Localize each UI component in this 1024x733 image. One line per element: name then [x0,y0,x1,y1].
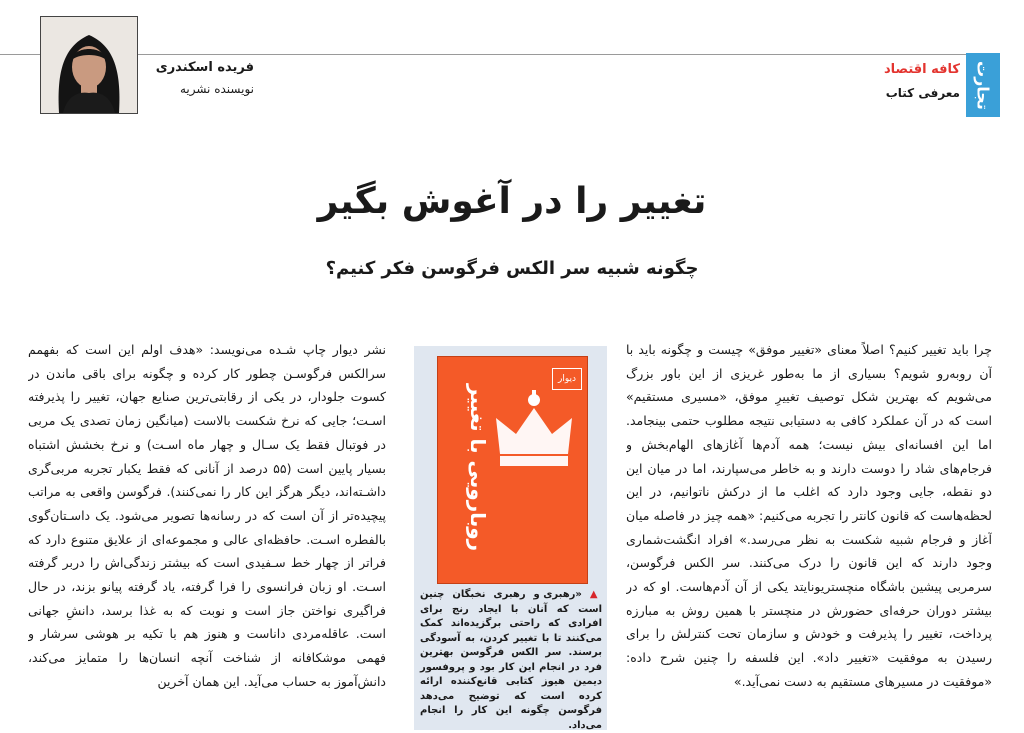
article-title: تغییر را در آغوش بگیر [317,181,707,222]
article-column-left [28,338,386,730]
subsection-label: معرفی کتاب [885,86,960,100]
article-paragraph: نشر دیوار چاپ شـده می‌نویسد: «هدف اولم این است که بفهمم سرالکس فرگوسـن چطور کار کرده و چگونه برای باقی ماندن در کسوت جلودار، در یکی از رقابتی‌ترین صنایع جهان، تغییر را پذیرفته اسـت؛ جایی که نرخ شکست بالاست (میانگین زمان تصدی یک مربی در فوتبال فقط یک سـال و چهار ماه اسـت) و نرخ بخشش اشتباه بسیار پایین است (۵۵ درصد از آنانی که فقط یکبار تجربه مربی‌گری داشـته‌اند، دیگر هرگز این کار را نمی‌کنند). فرگوسن واقعی به مراتب پیچیده‌تر از آن است که در رسانه‌ها تصویر می‌شود. یک داسـتان‌گوی بالفطره اسـت. حافظه‌ای عالی و مجموعه‌ای از علایق متنوع دارد که فراتر از چهار خط سـفیدی است که بیشتر زندگی‌اش را دربر گرفته اسـت. او زبان فرانسوی را فرا گرفته، یاد گرفته پیانو بزند، در حال فراگیری نواختن جاز است و نوبت که به غذا برسد، دانشِ جهانی است. عاقله‌مردی داناست و هنوز هم با تکیه بر هوشی سرشار و فهمی موشکافانه از شناخت آنچه انسان‌ها را متمایز می‌کند، دانش‌آموز به حساب می‌آید. این همان آخرین [28,342,386,689]
author-name: فریده اسکندری [155,60,254,75]
book-title: روبارویی با تغییر [466,384,490,552]
section-label: کافه اقتصاد [883,62,960,77]
author-photo [40,16,138,114]
magazine-logo [966,53,1000,117]
figure-caption [420,588,602,733]
article-subtitle: چگونه شبیه سر الکس فرگوسن فکر کنیم؟ [325,258,699,279]
article-column-right [626,338,992,730]
header-rule [0,54,966,55]
author-portrait-icon [41,17,137,113]
caption-marker-icon: ▲ [589,589,603,600]
article-paragraph: چرا باید تغییر کنیم؟ اصلاً معنای «تغییر موفق» چیست و چگونه باید با آن روبه‌رو شویم؟ بسیاری از ما به‌طور غریزی از این باور بزرگ می‌شویم که بهترین شکل توصیف تغییرِ موفق، «مسیری مستقیم» است که در آن عملکرد کافی به دستیابی نتیجه مطلوب حتمی بینجامد. اما این افسانه‌ای بیش نیست؛ همه آدم‌ها آغازهای الهام‌بخش و فرجام‌های شاد را دوست دارند و به خاطر می‌سپارند، اما در میان این دو نقطه، جایی وجود دارد که اغلب ما از درکش ناتوانیم، در این لحظه‌هاست که قانون کانتر را تجربه می‌کنیم: «همه چیز در فاصله میان آغاز و فرجام شبیه شکست به نظر می‌رسد.» افراد انگشت‌شماری وجود دارند که این قانون را درک می‌کنند. سر الکس فرگوسن، سرمربی پیشین باشگاه منچستریونایتد یکی از آن آدم‌هاست. او که در بیشتر دوران حرفه‌ای حضورش در منچستر با همین روش به مبارزه پرداخت، تغییر را پذیرفت و خودش و سازمان تحت کنترلش را برای رسیدن به موفقیت «تغییر داد». این فلسفه را چنین شرح داده: «موفقیت در مسیرهای مستقیم به دست نمی‌آید.» [626,342,992,689]
magazine-logo-text: تجارت [973,60,993,110]
publisher-logo: دیوار [552,368,582,390]
author-role: نویسنده نشریه [179,82,254,96]
caption-text: «رهبری و رهبری نخبگان چنین است که آنان با ایجاد رنج برای افرادی که راحتی برگزیده‌اند کمک می‌کنند تا با تغییر کردن، به آسودگی برسند. سر الکس فرگوسن بهترین فرد در انجام این کار بود و پروفسور دیمین هیوز کتابی قانع‌کننده ارائه کرده است که توضیح می‌دهد فرگوسن چگونه این کار را انجام می‌داد. [420,589,602,731]
